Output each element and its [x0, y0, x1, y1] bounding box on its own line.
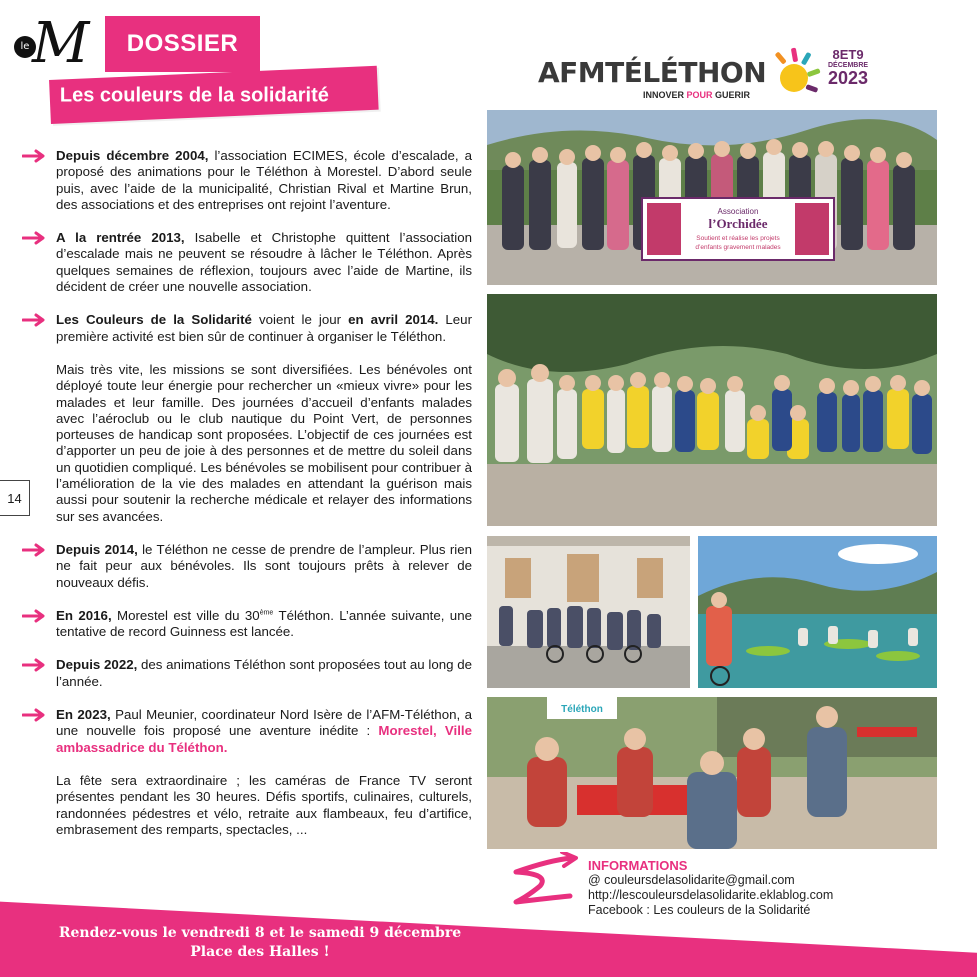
- info-text: [588, 858, 833, 918]
- photo-tables: [487, 697, 937, 849]
- arrow-icon: [22, 708, 46, 722]
- arrow-icon: [22, 609, 46, 623]
- arrow-icon: [22, 149, 46, 163]
- telethon-sign: Téléthon: [561, 704, 603, 715]
- paragraph-2004: Depuis décembre 2004, l’association ECIMES, école d’escalade, a proposé des animations pour le Téléthon à Morestel. D’abord seule puis, avec l’aide de la municipalité, Christian Rival et Martine Brun, des associations et des entreprises ont rejoint l’aventure.: [22, 148, 472, 213]
- photo-building: [487, 536, 690, 688]
- logo-m: M: [32, 11, 90, 76]
- paragraph-since-2014: Depuis 2014, le Téléthon ne cesse de prendre de l’ampleur. Plus rien ne fait peur aux bénévoles. Ils sont toujours prêts à relever de nouveaux défis.: [22, 542, 472, 591]
- footer-line-2: Place des Halles !: [190, 944, 330, 960]
- afm-name: AFMTÉLÉTHON: [538, 56, 767, 89]
- arrow-icon: [22, 313, 46, 327]
- paragraph-2023: En 2023, Paul Meunier, coordinateur Nord Isère de l’AFM-Téléthon, a une nouvelle fois proposé une aventure inédite : Morestel, Ville ambassadrice du Téléthon.: [22, 707, 472, 756]
- banner-line-2: l’Orchidée: [708, 216, 768, 231]
- arrow-icon: [22, 231, 46, 245]
- photo-lake: [698, 536, 937, 688]
- info-website: http://lescouleursdelasolidarite.eklablog.com: [588, 888, 834, 902]
- paragraph-fete: La fête sera extraordinaire ; les caméras de France TV seront présentes pendant les 30 heures. Défis sportifs, culinaires, culturels, randonnées pédestres et vélo, retraite aux flambeaux, feu d’artifice, embrasement des remparts, spectacles, ...: [56, 772, 472, 837]
- arrow-icon: [22, 543, 46, 557]
- info-email: @ couleursdelasolidarite@gmail.com: [588, 873, 795, 887]
- afm-telethon-logo: [538, 44, 883, 104]
- article-body: [22, 148, 472, 855]
- footer-text: [30, 924, 490, 962]
- photo-group-park: [487, 294, 937, 526]
- page-title: Les couleurs de la solidarité: [59, 84, 329, 107]
- title-band: [49, 66, 379, 124]
- afm-date: 8ET9 DÉCEMBRE 2023: [828, 47, 869, 88]
- sun-icon: [766, 44, 828, 104]
- swoosh-arrow-icon: [510, 852, 585, 910]
- logo-le: le: [14, 36, 36, 58]
- magazine-logo: [14, 11, 100, 76]
- paragraph-2016: En 2016, Morestel est ville du 30ème Téléthon. L’année suivante, une tentative de record Guinness est lancée.: [22, 608, 472, 641]
- banner-line-3: Soutient et réalise les projets: [696, 235, 780, 242]
- footer-line-1: Rendez-vous le vendredi 8 et le samedi 9 décembre: [58, 925, 462, 941]
- paragraph-2022: Depuis 2022, des animations Téléthon sont proposées tout au long de l’année.: [22, 657, 472, 690]
- banner-line-4: d’enfants gravement malades: [695, 244, 781, 251]
- afm-tagline: INNOVER POUR GUERIR: [643, 90, 751, 100]
- photo-group-banner: [487, 110, 937, 285]
- arrow-icon: [22, 658, 46, 672]
- paragraph-2014-founding: Les Couleurs de la Solidarité voient le jour en avril 2014. Leur première activité est bien sûr de continuer à organiser le Téléthon.: [22, 312, 472, 345]
- info-facebook: Facebook : Les couleurs de la Solidarité: [588, 903, 811, 917]
- info-heading: INFORMATIONS: [588, 858, 688, 873]
- paragraph-2013: A la rentrée 2013, Isabelle et Christophe quittent l’association d’escalade mais ne peuvent se résoudre à lâcher le Téléthon. Après quelques semaines de réflexion, toujours avec l’aide de Martine, ils décident de créer une nouvelle association.: [22, 230, 472, 295]
- section-label: DOSSIER: [105, 16, 260, 72]
- banner-line-1: Association: [717, 207, 759, 216]
- page-number: 14: [0, 480, 30, 516]
- paragraph-missions: Mais très vite, les missions se sont diversifiées. Les bénévoles ont déployé toute leur énergie pour rechercher un «mieux vivre» pour les malades et leur famille. Des journées d’accueil d’enfants malades avec l’aéroclub ou le club nautique du Point Vert, de personnes porteuses de handicap sont proposées. L’objectif de ces journées est d’apporter un peu de joie à des personnes et de mettre du soleil dans un quotidien compliqué. Les bénévoles se mobilisent pour contribuer à l’amélioration de la vie des malades en attendant la guérison mais aussi pour soutenir la recherche médicale et relayer des informations sur ses avancées.: [56, 361, 472, 524]
